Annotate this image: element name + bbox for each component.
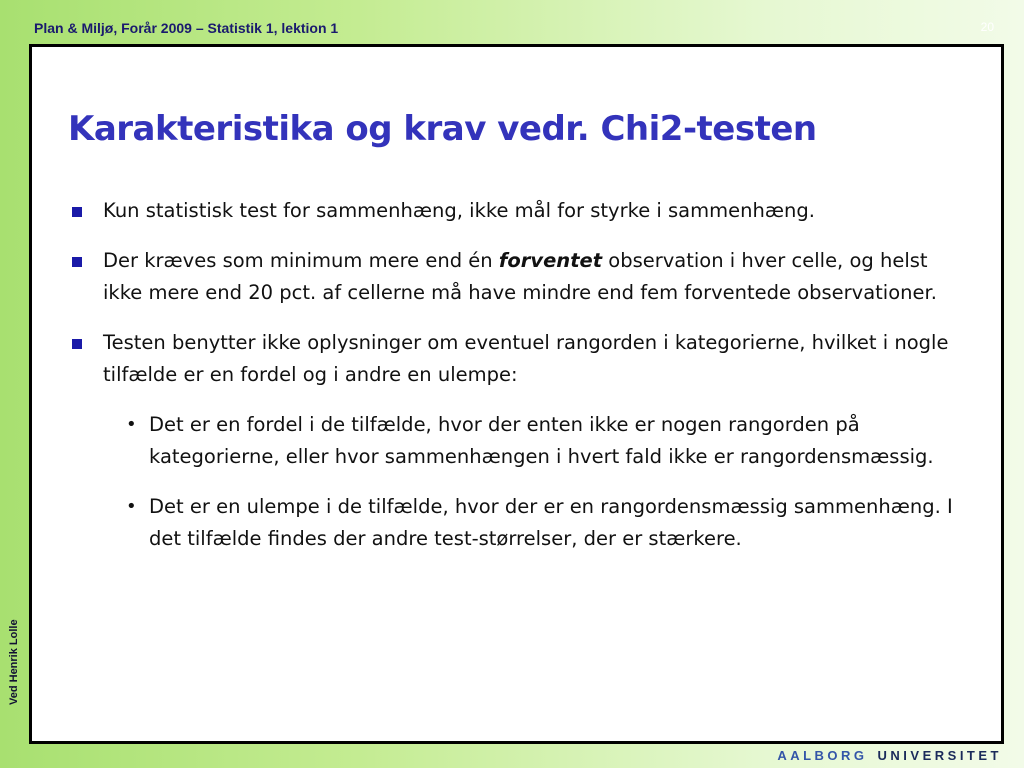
bullet-item bbox=[72, 327, 972, 391]
sub-bullet-text: Det er en ulempe i de tilfælde, hvor der er en rangordensmæssig sammenhæng. I det tilfælde findes der andre test-størrelser, der er stærkere. bbox=[149, 495, 953, 550]
sub-bullet-item bbox=[72, 409, 972, 473]
sub-bullet-list bbox=[72, 409, 972, 555]
author-label: Ved Henrik Lolle bbox=[8, 619, 20, 705]
emphasized-word: forventet bbox=[498, 249, 603, 272]
bullet-list bbox=[72, 195, 972, 573]
square-bullet-icon bbox=[72, 207, 82, 217]
bullet-text: Testen benytter ikke oplysninger om eventuel rangorden i kategorierne, hvilket i nogle tilfælde er en fordel og i andre en ulempe: bbox=[103, 331, 949, 386]
logo-text-aalborg: AALBORG bbox=[777, 748, 868, 763]
bullet-text: Kun statistisk test for sammenhæng, ikke mål for styrke i sammenhæng. bbox=[103, 199, 815, 222]
sub-bullet-text: Det er en fordel i de tilfælde, hvor der enten ikke er nogen rangorden på kategorierne, eller hvor sammenhængen i hvert fald ikke er rangordensmæssig. bbox=[149, 413, 934, 468]
bullet-item bbox=[72, 195, 972, 227]
round-bullet-icon: • bbox=[126, 414, 137, 435]
round-bullet-icon: • bbox=[126, 496, 137, 517]
square-bullet-icon bbox=[72, 339, 82, 349]
square-bullet-icon bbox=[72, 257, 82, 267]
bullet-item bbox=[72, 245, 972, 309]
bullet-text: observation i hver celle, og helst ikke mere end 20 pct. af cellerne må have mindre end fem forventede observationer. bbox=[103, 249, 937, 304]
slide-number: 20 bbox=[980, 20, 994, 34]
university-logo bbox=[777, 748, 1002, 763]
slide-content bbox=[29, 44, 1004, 744]
logo-text-universitet: UNIVERSITET bbox=[877, 748, 1002, 763]
sub-bullet-item bbox=[72, 491, 972, 555]
slide-title: Karakteristika og krav vedr. Chi2-testen bbox=[68, 109, 817, 149]
header-title: Plan & Miljø, Forår 2009 – Statistik 1, lektion 1 bbox=[34, 20, 339, 36]
bullet-text: Der kræves som minimum mere end én bbox=[103, 249, 499, 272]
